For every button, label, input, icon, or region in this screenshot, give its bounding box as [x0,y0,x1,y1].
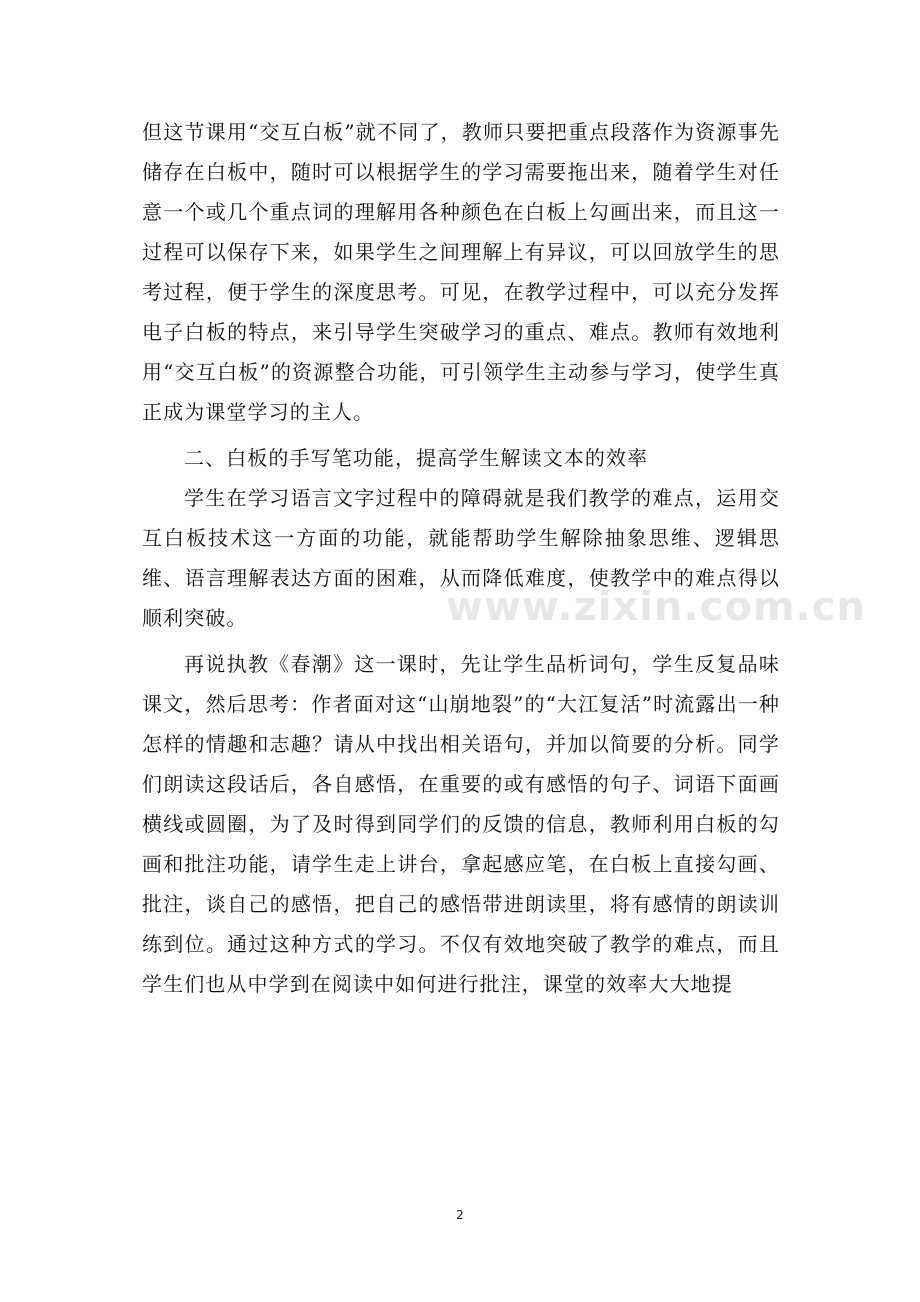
page-number: 2 [456,1208,464,1222]
document-body [142,112,780,1004]
paragraph-1: 但这节课用“交互白板”就不同了，教师只要把重点段落作为资源事先储存在白板中，随时可以根据学生的学习需要拖出来，随着学生对任意一个或几个重点词的理解用各种颜色在白板上勾画出来，而且这一过程可以保存下来，如果学生之间理解上有异议，可以回放学生的思考过程，便于学生的深度思考。可见，在教学过程中，可以充分发挥电子白板的特点，来引导学生突破学习的重点、难点。教师有效地利用“交互白板”的资源整合功能，可引领学生主动参与学习，使学生真正成为课堂学习的主人。 [142,120,780,424]
section-heading: 二、白板的手写笔功能，提高学生解读文本的效率 [184,446,649,470]
paragraph-2: 学生在学习语言文字过程中的障碍就是我们教学的难点，运用交互白板技术这一方面的功能，就能帮助学生解除抽象思维、逻辑思维、语言理解表达方面的困难，从而降低难度，使教学中的难点得以顺利突破。 [142,486,780,630]
watermark: www.zixin.com.cn [446,584,866,630]
paragraph-3: 再说执教《春潮》这一课时，先让学生品析词句，学生反复品味课文，然后思考：作者面对这“山崩地裂”的“大江复活”时流露出一种怎样的情趣和志趣？请从中找出相关语句，并加以简要的分析。同学们朗读这段话后，各自感悟，在重要的或有感悟的句子、词语下面画横线或圆圈，为了及时得到同学们的反馈的信息，教师利用白板的勾画和批注功能，请学生走上讲台，拿起感应笔，在白板上直接勾画、批注，谈自己的感悟，把自己的感悟带进朗读里，将有感情的朗读训练到位。通过这种方式的学习。不仅有效地突破了教学的难点，而且学生们也从中学到在阅读中如何进行批注，课堂的效率大大地提 [142,652,780,996]
